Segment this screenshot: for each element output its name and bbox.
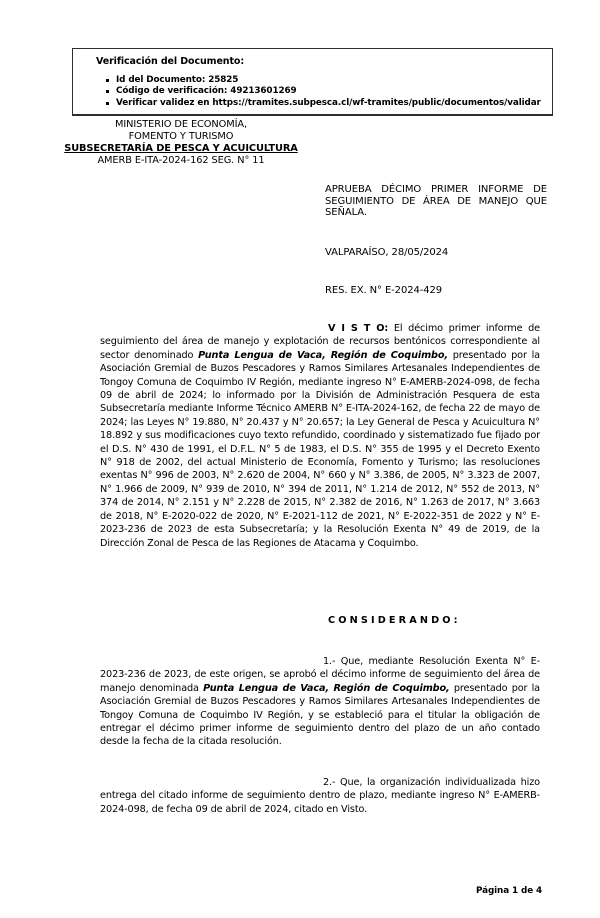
verification-box [72,48,553,116]
list-item [96,98,542,109]
bullet-icon [106,79,109,82]
considerando-1-text-1: 1.- Que, mediante Resolución Exenta N° E-2023-236 de 2023, de este origen, se aprobó el décimo informe de seguimiento del área de manejo denominada [100,656,540,694]
subsecretaria-name: SUBSECRETARÍA DE PESCA Y ACUICULTURA [64,143,298,154]
visto-label: V I S T O: [328,323,389,334]
ministry-line-2: FOMENTO Y TURISMO [128,131,234,142]
verification-list [96,75,542,109]
list-item [96,86,542,97]
visto-text-1: El décimo primer informe de seguimiento del área de manejo y explotación de recursos bentónicos correspondiente al sector denominado [100,323,541,361]
considerando-heading: C O N S I D E R A N D O : [328,615,458,626]
considerando-1-text-2: presentado por la Asociación Gremial de Buzos Pescadores y Ramos Similares Artesanales Independientes de Tongoy Comuna de Coquimbo IV Región, y se estableció para el titular la obligación de entregar el décimo primer informe de seguimiento dentro del plazo de un año contado desde la fecha de la citada resolución. [100,682,541,748]
considerando-item-2: 2.- Que, la organización individualizada hizo entrega del citado informe de seguimiento dentro de plazo, mediante ingreso N° E-AMERB-2024-098, de fecha 09 de abril de 2024, citado en Visto. [100,777,540,815]
page-number: Página 1 de 4 [476,886,543,896]
list-item [96,75,542,86]
considerando-item-1 [100,655,540,749]
document-id: Id del Documento: 25825 [116,75,239,85]
bullet-icon [106,90,109,93]
area-name: Punta Lengua de Vaca, Región de Coquimbo, [198,349,448,361]
letterhead [28,119,334,167]
place-and-date: VALPARAÍSO, 28/05/2024 [325,247,449,258]
resolution-subject: APRUEBA DÉCIMO PRIMER INFORME DE SEGUIMIENTO DE ÁREA DE MANEJO QUE SEÑALA. [325,184,547,219]
file-reference: AMERB E-ITA-2024-162 SEG. N° 11 [97,155,265,166]
visto-paragraph [100,322,540,550]
verification-url: Verificar validez en https://tramites.subpesca.cl/wf-tramites/public/documentos/validar [116,97,541,108]
area-name: Punta Lengua de Vaca, Región de Coquimbo, [203,682,450,694]
visto-text-2: presentado por la Asociación Gremial de Buzos Pescadores y Ramos Similares Artesanales Independientes de Tongoy Comuna de Coquimbo IV Región, mediante ingreso N° E-AMERB-2024-098, de fecha 09 de abril de 2024; lo informado por la División de Administración Pesquera de esta Subsecretaría mediante Informe Técnico AMERB N° E-ITA-2024-162, de fecha 22 de mayo de 2024; las Leyes N° 19.880, N° 20.437 y N° 20.657; la Ley General de Pesca y Acuicultura N° 18.892 y sus modificaciones cuyo texto refundido, coordinado y sistematizado fue fijado por el D.S. N° 430 de 1991, el D.F.L. N° 5 de 1983, el D.S. N° 355 de 1995 y el Decreto Exento N° 918 de 2002, del actual Ministerio de Economía, Fomento y Turismo; las resoluciones exentas N° 996 de 2003, N° 2.620 de 2004, N° 660 y N° 3.386, de 2005, N° 3.323 de 2007, N° 1.966 de 2009, N° 939 de 2010, N° 394 de 2011, N° 1.214 de 2012, N° 552 de 2013, N° 374 de 2014, N° 2.151 y N° 2.228 de 2015, N° 2.382 de 2016, N° 1.263 de 2017, N° 3.663 de 2018, N° E-2020-022 de 2020, N° E-2021-112 de 2021, N° E-2022-351 de 2022 y N° E-2023-236 de 2023 de esta Subsecretaría; y la Resolución Exenta N° 49 de 2019, de la Dirección Zonal de Pesca de las Regiones de Atacama y Coquimbo. [100,349,540,549]
verification-title: Verificación del Documento: [96,56,245,67]
verification-code: Código de verificación: 49213601269 [116,86,297,97]
ministry-line-1: MINISTERIO DE ECONOMÍA, [115,119,247,130]
resolution-number: RES. EX. N° E-2024-429 [325,285,443,296]
bullet-icon [106,102,109,105]
